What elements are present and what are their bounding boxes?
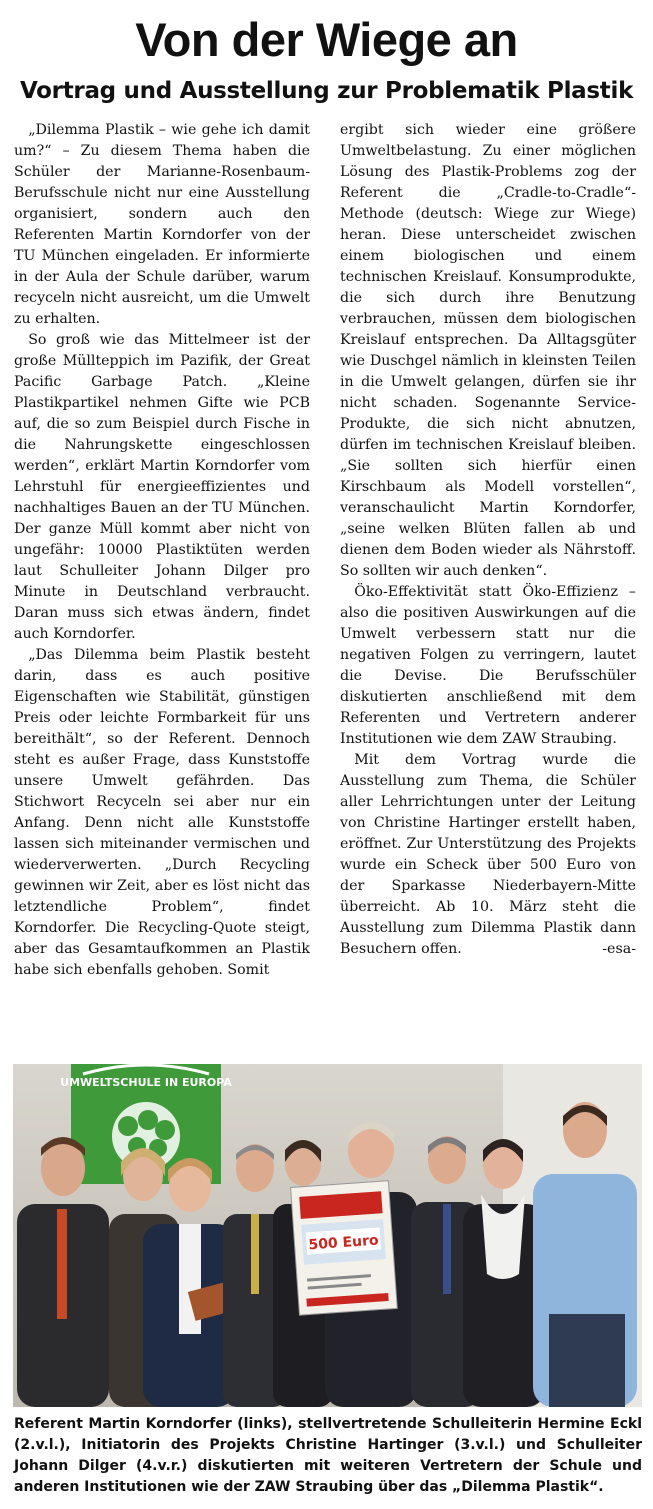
headline: Von der Wiege an bbox=[135, 13, 518, 66]
group-photo-illustration bbox=[13, 1064, 642, 1407]
paragraph-3-start: „Das Dilemma beim Plastik besteht darin, dass es auch positive Eigenschaften wie Stabilität, günstigen Preis oder leichte Formbarkeit für uns bereithält“, so der Referent. Dennoch steht es außer Frage, dass Kunststoffe unsere Umwelt gefährden. Das Stichwort Recyceln sei aber nur ein Anfang. Denn nicht alle Kunststoffe lassen sich miteinander vermischen und wiederverwerten. „Durch Recycling gewinnen wir Zeit, aber es löst nicht das letztendliche Problem“, findet Korndorfer. Die Recycling-Quote steigt, aber das Gesamtaufkommen an Plastik habe sich ebenfalls gehoben. Somit bbox=[14, 647, 310, 978]
group-photo bbox=[13, 1064, 642, 1407]
article-column-right bbox=[340, 120, 636, 1050]
author-signature: -esa- bbox=[602, 941, 636, 957]
photo-caption: Referent Martin Korndorfer (links), stellvertretende Schulleiterin Hermine Eckl (2.v.l.), Initiatorin des Projekts Christine Hartinger (3.v.l.) und Schulleiter Johann Dilger (4.v.r.) diskutierten mit weiteren Vertretern der Schule und anderen Institutionen wie der ZAW Straubing über das „Dilemma Plastik“. bbox=[14, 1416, 642, 1495]
check-amount: 500 Euro bbox=[308, 1232, 380, 1254]
paragraph-5 bbox=[340, 750, 636, 960]
banner-text: UMWELTSCHULE IN EUROPA bbox=[60, 1076, 232, 1089]
paragraph-3-end: ergibt sich wieder eine größere Umweltbelastung. Zu einer möglichen Lösung des Plastik-Problems zog der Referent die „Cradle-to-Cradle“-Methode (deutsch: Wiege zur Wiege) heran. Diese unterscheidet zwischen einem biologischen und einem technischen Kreislauf. Konsumprodukte, die sich durch ihre Benutzung verbrauchen, müssen dem biologischen Kreislauf entsprechen. Da Alltagsgüter wie Duschgel nämlich in kleinsten Teilen in die Umwelt gelangen, dürfen sie ihr nicht schaden. Sogenannte Service-Produkte, die sich nicht abnutzen, dürfen im technischen Kreislauf bleiben. „Sie sollten sich hierfür einen Kirschbaum als Modell vorstellen“, veranschaulicht Martin Korndorfer, „seine welken Blüten fallen ab und dienen dem Boden wieder als Nährstoff. So sollten wir auch denken“. bbox=[340, 122, 636, 579]
paragraph-1: „Dilemma Plastik – wie gehe ich damit um?“ – Zu diesem Thema haben die Schüler der Marianne-Rosenbaum-Berufsschule nicht nur eine Ausstellung organisiert, sondern auch den Referenten Martin Korndorfer von der TU München eingeladen. Er informierte in der Aula der Schule darüber, warum recyceln nicht ausreicht, um die Umwelt zu erhalten. bbox=[14, 122, 310, 327]
paragraph-4: Öko-Effektivität statt Öko-Effizienz – also die positiven Auswirkungen auf die Umwelt verbessern statt nur die negativen Folgen zu verringern, lautet die Devise. Die Berufsschüler diskutierten anschließend mit dem Referenten und Vertretern anderer Institutionen wie dem ZAW Straubing. bbox=[340, 584, 636, 747]
article-column-left bbox=[14, 120, 310, 1050]
paragraph-5-text: Mit dem Vortrag wurde die Ausstellung zum Thema, die Schüler aller Lehrrichtungen unter der Leitung von Christine Hartinger erstellt haben, eröffnet. Zur Unterstützung des Projekts wurde ein Scheck über 500 Euro von der Sparkasse Niederbayern-Mitte überreicht. Ab 10. März steht die Ausstellung zum Dilemma Plastik dann Besuchern offen. bbox=[340, 752, 636, 957]
paragraph-2: So groß wie das Mittelmeer ist der große Müllteppich im Pazifik, der Great Pacific Garbage Patch. „Kleine Plastikpartikel nehmen Gifte wie PCB auf, die so zum Beispiel durch Fische in die Nahrungskette eingeschlossen werden“, erklärt Martin Korndorfer vom Lehrstuhl für energieeffizientes und nachhaltiges Bauen an der TU München. Der ganze Müll kommt aber nicht von ungefähr: 10000 Plastiktüten werden laut Schulleiter Johann Dilger pro Minute in Deutschland verbraucht. Daran muss sich etwas ändern, findet auch Korndorfer. bbox=[14, 332, 310, 642]
subheadline: Vortrag und Ausstellung zur Problematik Plastik bbox=[19, 78, 634, 104]
donation-check bbox=[291, 1181, 398, 1316]
